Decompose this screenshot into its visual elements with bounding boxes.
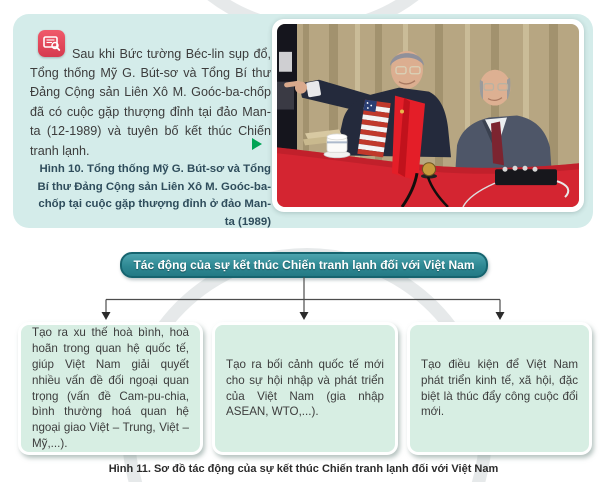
impact-box-1: [18, 322, 203, 455]
info-paragraph: Sau khi Bức tường Béc-lin sụp đổ, Tổng thống Mỹ G. Bút-sơ và Tổng Bí thư Đảng Cộng sản Liên Xô M. Goóc-ba-chốp đã có cuộc gặp thượng đỉnh tại đảo Man-ta (12-1989) và tuyên bố kết thúc Chiến tranh lạnh.: [30, 46, 271, 158]
flag-stand: [421, 163, 437, 179]
left-edge-figure: [277, 24, 297, 151]
impact-box-3-text: Tạo điều kiện để Việt Nam phát triển kinh tế, xã hội, đặc biệt là thúc đẩy công cuộc đổi mới.: [421, 357, 578, 419]
diagram-title: Tác động của sự kết thúc Chiến tranh lạnh đối với Việt Nam: [120, 252, 488, 278]
diagram-caption: Hình 11. Sơ đồ tác động của sự kết thúc Chiến tranh lạnh đối với Việt Nam: [108, 463, 499, 475]
photo-caption: Hình 10. Tổng thống Mỹ G. Bút-sơ và Tổng Bí thư Đảng Cộng sản Liên Xô M. Goóc-ba-chốp tại cuộc gặp thượng đỉnh ở đảo Man-ta (1989): [37, 163, 271, 228]
impact-box-3: [407, 322, 592, 455]
play-triangle-icon: [252, 138, 262, 150]
coffee-cup: [324, 134, 350, 158]
reading-magnifier-icon: [38, 30, 65, 57]
impact-box-1-text: Tạo ra xu thế hoà bình, hoà hoãn trong quan hệ quốc tế, giúp Việt Nam giải quyết nhiều vấn đề đối ngoại quan trọng (vấn đề Cam-pu-chia, bình thường hoá quan hệ ngoại giao Việt – Trung, Việt – Mỹ,...).: [32, 326, 189, 450]
impact-box-2: [212, 322, 398, 455]
info-box: [13, 14, 593, 228]
impact-box-2-text: Tạo ra bối cảnh quốc tế mới cho sự hội nhập và phát triển của Việt Nam (gia nhập ASEAN, WTO,...).: [226, 357, 384, 419]
summit-photo: [272, 19, 584, 212]
